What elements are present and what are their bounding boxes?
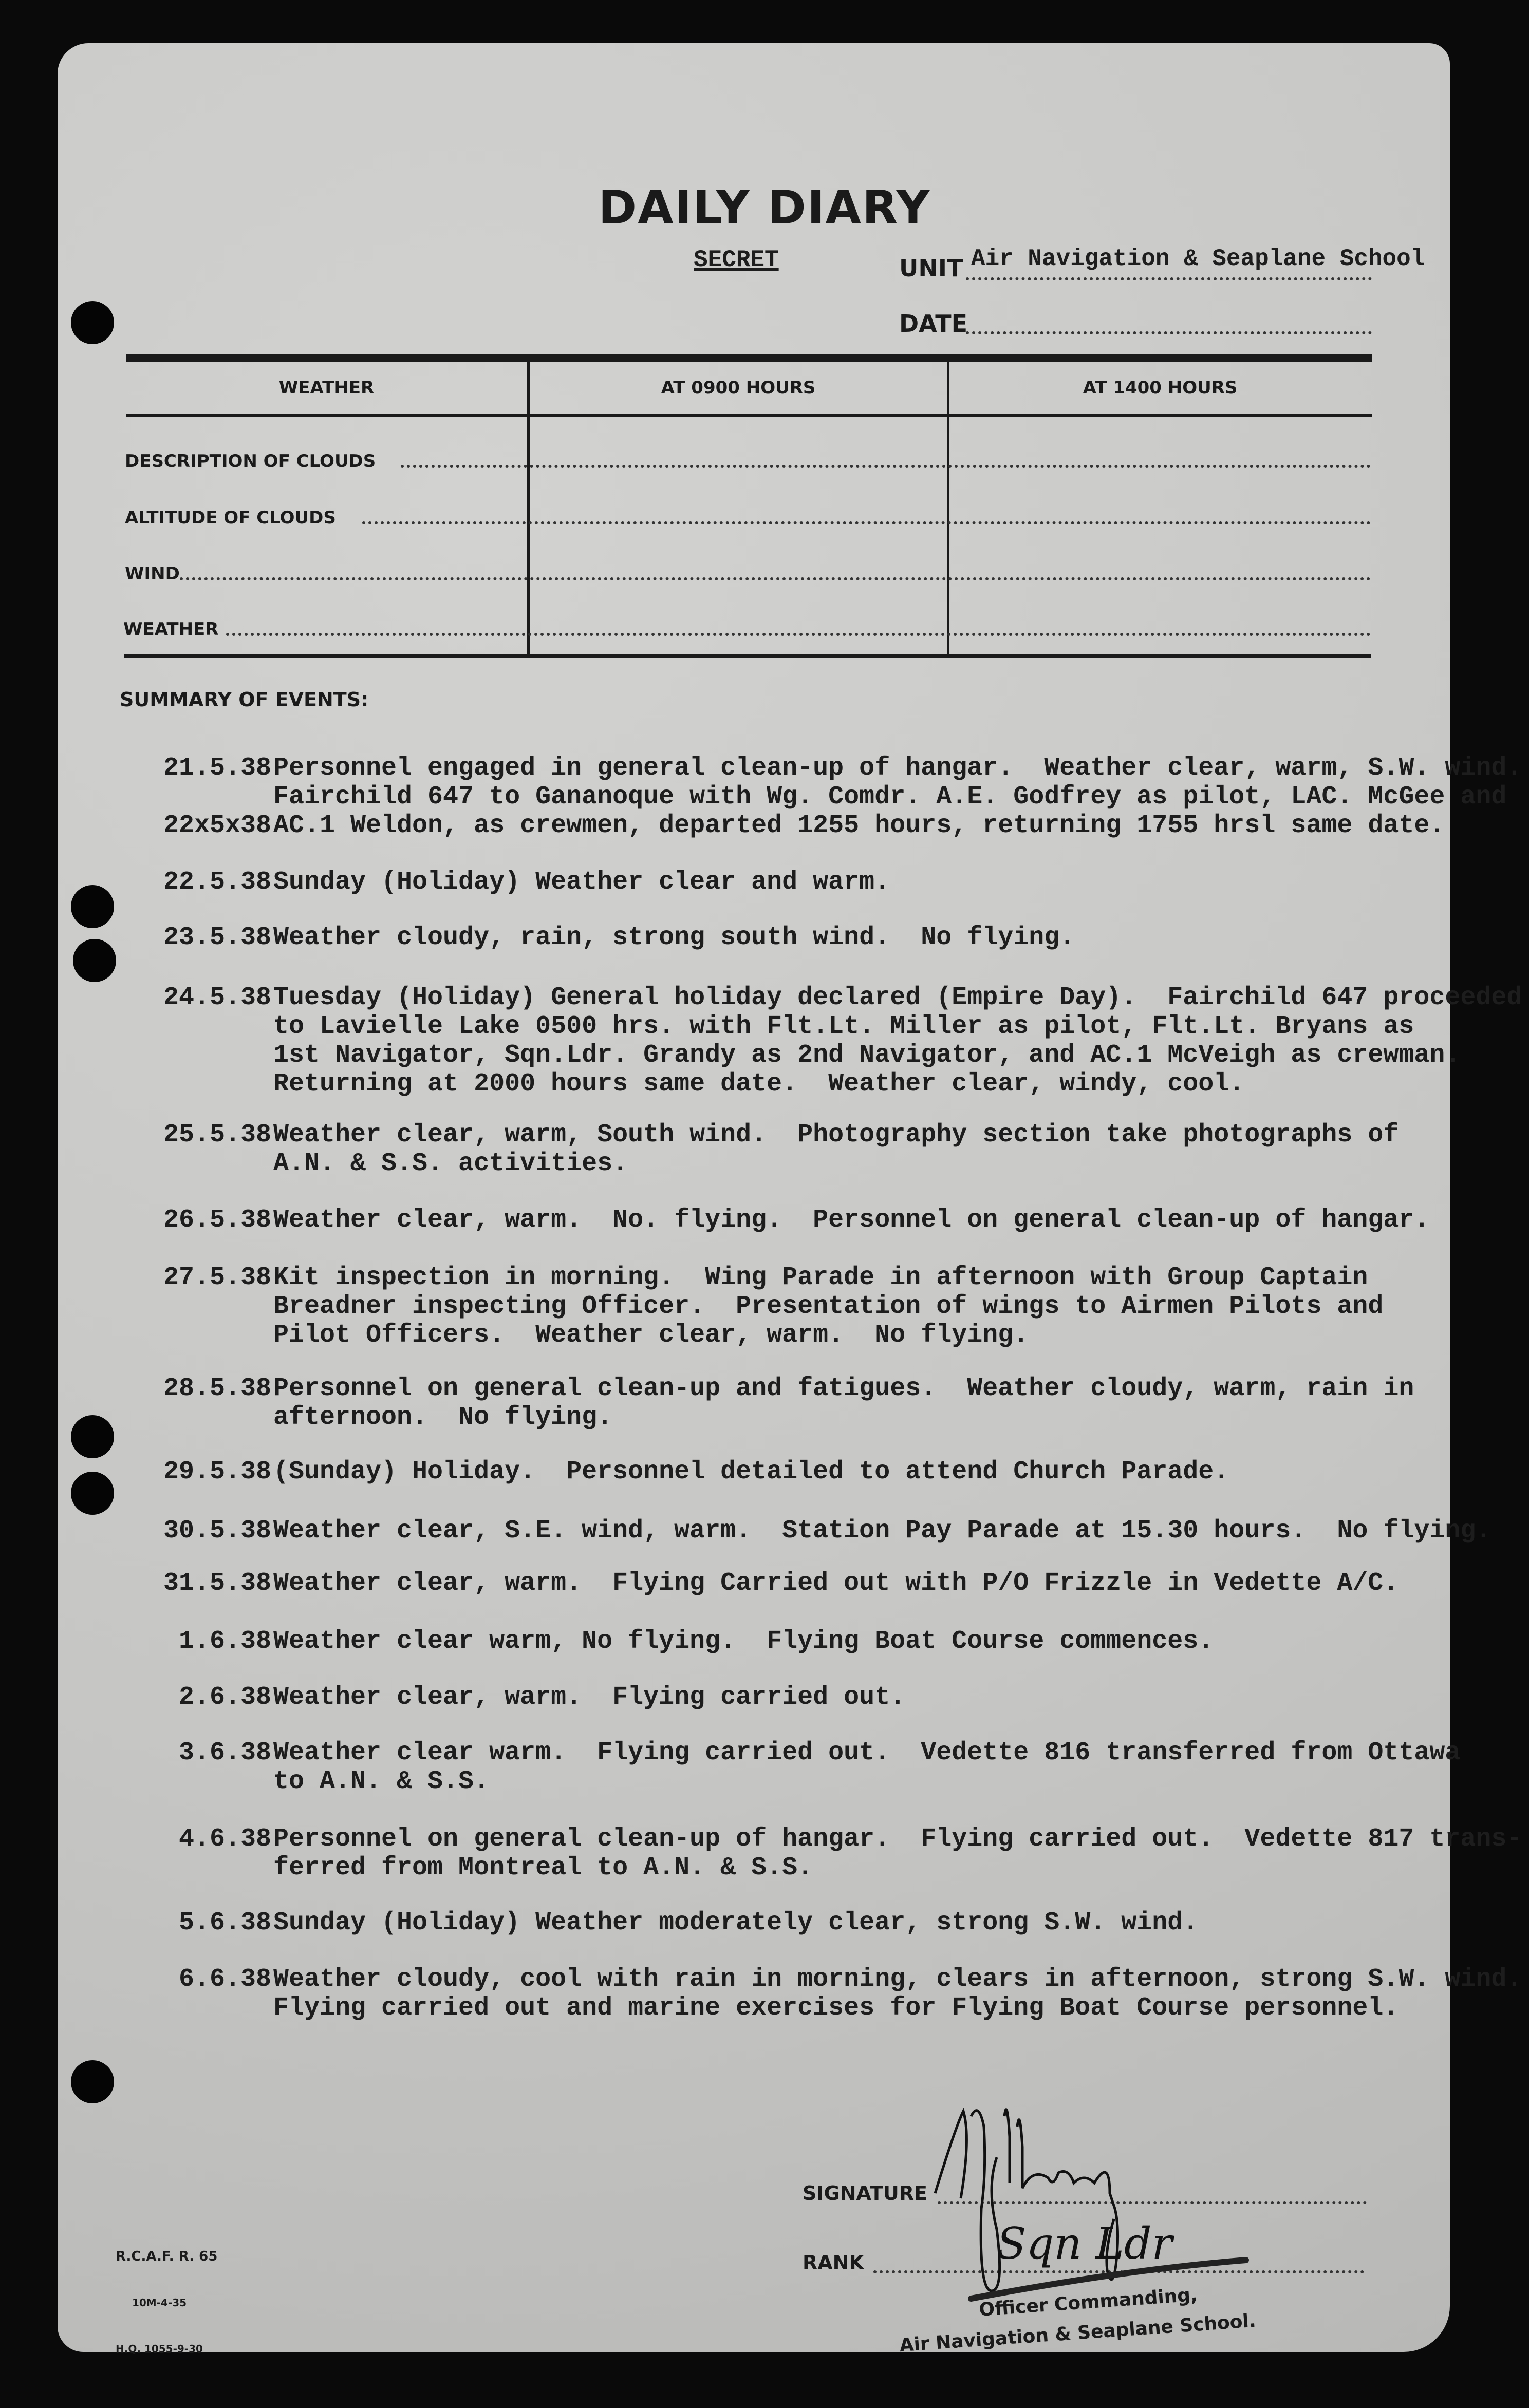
entry-line: Weather clear, warm. No. flying. Personnel on general clean-up of hangar.: [273, 1206, 1430, 1235]
form-number: [116, 2218, 218, 2372]
entry-line: A.N. & S.S. activities.: [273, 1149, 628, 1178]
entry-line: ferred from Montreal to A.N. & S.S.: [273, 1853, 813, 1883]
date-field: [966, 331, 1372, 334]
entry-line: Tuesday (Holiday) General holiday declared (Empire Day). Fairchild 647 proceeded: [273, 983, 1522, 1012]
entry-line: Weather cloudy, cool with rain in morning, clears in afternoon, strong S.W. wind.: [273, 1965, 1522, 1994]
row-field: [401, 465, 1371, 468]
entry-date: 28.5.38: [163, 1374, 271, 1403]
rank-label: RANK: [803, 2251, 864, 2274]
entry-date: 1.6.38: [178, 1627, 271, 1656]
punch-hole: [71, 885, 114, 928]
entry-date: 26.5.38: [163, 1206, 271, 1235]
entry-line: Weather cloudy, rain, strong south wind. No flying.: [273, 923, 1075, 952]
entry-line: Pilot Officers. Weather clear, warm. No flying.: [273, 1321, 1029, 1350]
unit-value: Air Navigation & Seaplane School: [971, 246, 1425, 272]
entry-date: 23.5.38: [163, 923, 271, 952]
officer-unit: Air Navigation & Seaplane School.: [899, 2310, 1257, 2357]
entry-date: 24.5.38: [163, 983, 271, 1012]
column-divider: [527, 360, 530, 656]
unit-field: [966, 277, 1372, 280]
entry-line: Weather clear, warm. Flying carried out.: [273, 1683, 906, 1712]
form-number-line: H.Q. 1055-9-30: [116, 2343, 203, 2355]
date-label: DATE: [899, 310, 968, 337]
column-header-weather: WEATHER: [278, 378, 375, 398]
entry-line: Breadner inspecting Officer. Presentation of wings to Airmen Pilots and: [273, 1292, 1384, 1321]
unit-label: UNIT: [899, 254, 963, 282]
column-header-1400: AT 1400 HOURS: [1083, 378, 1238, 398]
entry-line: Personnel engaged in general clean-up of hangar. Weather clear, warm, S.W. wind.: [273, 754, 1522, 783]
punch-hole: [71, 1472, 114, 1515]
row-field: [362, 521, 1371, 524]
row-field: [180, 577, 1371, 580]
entry-line: Weather clear, warm. Flying Carried out with P/O Frizzle in Vedette A/C.: [273, 1569, 1399, 1598]
column-divider: [947, 360, 949, 656]
struck-date: 22x5x38: [163, 811, 271, 840]
entry-date: 3.6.38: [178, 1738, 271, 1767]
entry-date: 4.6.38: [178, 1824, 271, 1854]
entry-line: Flying carried out and marine exercises for Flying Boat Course personnel.: [273, 1993, 1399, 2023]
entry-line: Personnel on general clean-up and fatigues. Weather cloudy, warm, rain in: [273, 1374, 1414, 1403]
entry-line: 1st Navigator, Sqn.Ldr. Grandy as 2nd Navigator, and AC.1 McVeigh as crewman.: [273, 1041, 1461, 1070]
row-label-weather: WEATHER: [123, 619, 219, 639]
page-title: DAILY DIARY: [598, 181, 931, 235]
entry-date: 29.5.38: [163, 1457, 271, 1487]
entry-line: Weather clear warm. Flying carried out. Vedette 816 transferred from Ottawa: [273, 1738, 1461, 1767]
entry-line: Sunday (Holiday) Weather moderately clear, strong S.W. wind.: [273, 1908, 1199, 1937]
entry-date: 30.5.38: [163, 1516, 271, 1546]
entry-line: Weather clear, warm, South wind. Photography section take photographs of: [273, 1120, 1399, 1150]
punch-hole: [71, 301, 114, 344]
table-bottom-rule: [124, 654, 1371, 658]
entry-date: 27.5.38: [163, 1263, 271, 1292]
entry-line: Fairchild 647 to Gananoque with Wg. Comdr. A.E. Godfrey as pilot, LAC. McGee and: [273, 782, 1507, 812]
punch-hole: [71, 2060, 114, 2103]
row-field: [226, 633, 1371, 636]
entry-line: AC.1 Weldon, as crewmen, departed 1255 hours, returning 1755 hrsl same date.: [273, 811, 1445, 840]
punch-hole: [73, 939, 116, 982]
classification-label: SECRET: [694, 247, 779, 273]
entry-line: Weather clear, S.E. wind, warm. Station Pay Parade at 15.30 hours. No flying.: [273, 1516, 1491, 1546]
entry-line: to Lavielle Lake 0500 hrs. with Flt.Lt. Miller as pilot, Flt.Lt. Bryans as: [273, 1012, 1414, 1041]
row-label-wind: WIND: [125, 563, 180, 584]
entry-date: 21.5.38: [163, 754, 271, 783]
entry-date: 6.6.38: [178, 1965, 271, 1994]
rank-value: Sqn Ldr: [997, 2218, 1172, 2269]
entry-date: 5.6.38: [178, 1908, 271, 1937]
form-number-line: R.C.A.F. R. 65: [116, 2249, 218, 2264]
entry-date: 22.5.38: [163, 868, 271, 897]
handwritten-signature: [915, 2096, 1377, 2311]
entry-line: Returning at 2000 hours same date. Weather clear, windy, cool.: [273, 1069, 1245, 1099]
entry-line: to A.N. & S.S.: [273, 1767, 490, 1796]
column-header-0900: AT 0900 HOURS: [661, 378, 816, 398]
header-rule: [126, 414, 1372, 417]
entry-line: Weather clear warm, No flying. Flying Boat Course commences.: [273, 1627, 1214, 1656]
row-label-description-of-clouds: DESCRIPTION OF CLOUDS: [125, 451, 376, 472]
entry-line: (Sunday) Holiday. Personnel detailed to attend Church Parade.: [273, 1457, 1229, 1487]
punch-hole: [71, 1415, 114, 1458]
entry-date: 31.5.38: [163, 1569, 271, 1598]
table-top-rule: [126, 354, 1372, 362]
officer-title: Officer Commanding,: [978, 2284, 1198, 2321]
entry-line: afternoon. No flying.: [273, 1403, 613, 1432]
entry-date: 25.5.38: [163, 1120, 271, 1150]
summary-heading: SUMMARY OF EVENTS:: [120, 688, 369, 711]
entry-line: Kit inspection in morning. Wing Parade in afternoon with Group Captain: [273, 1263, 1368, 1292]
entry-line: Sunday (Holiday) Weather clear and warm.: [273, 868, 890, 897]
form-number-line: 10M-4-35: [132, 2297, 187, 2309]
signature-label: SIGNATURE: [803, 2182, 927, 2205]
row-label-altitude-of-clouds: ALTITUDE OF CLOUDS: [125, 507, 336, 528]
entry-line: Personnel on general clean-up of hangar. Flying carried out. Vedette 817 trans-: [273, 1824, 1522, 1854]
entry-date: 2.6.38: [178, 1683, 271, 1712]
